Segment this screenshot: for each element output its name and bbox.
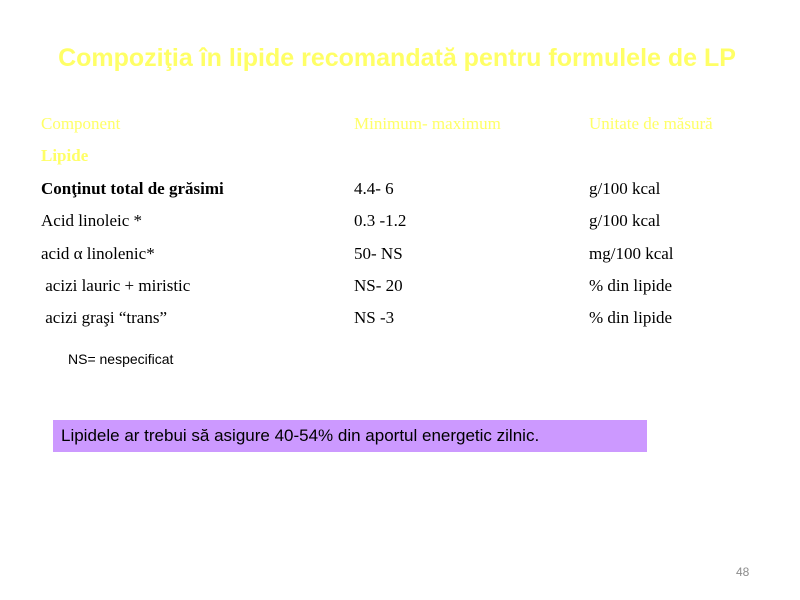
table-row xyxy=(41,270,761,302)
cell-component: Acid linoleic * xyxy=(41,211,143,231)
table-section-row xyxy=(41,140,761,172)
cell-range: 0.3 -1.2 xyxy=(354,211,407,231)
footnote: NS= nespecificat xyxy=(68,351,174,367)
header-component: Component xyxy=(41,114,121,133)
header-unit: Unitate de măsură xyxy=(589,114,713,133)
table-row xyxy=(41,302,761,334)
lipid-table xyxy=(41,108,761,335)
header-range: Minimum- maximum xyxy=(354,114,501,133)
cell-unit: % din lipide xyxy=(589,308,673,328)
slide-title: Compoziţia în lipide recomandată pentru formulele de LP xyxy=(58,44,736,72)
cell-component: Conţinut total de grăsimi xyxy=(41,178,224,198)
cell-unit: g/100 kcal xyxy=(589,211,661,231)
table-row xyxy=(41,173,761,205)
cell-range: 4.4- 6 xyxy=(354,178,394,198)
cell-range: 50- NS xyxy=(354,243,403,263)
highlight-box: Lipidele ar trebui să asigure 40-54% din aportul energetic zilnic. xyxy=(53,420,647,452)
table-row xyxy=(41,205,761,237)
table-header-row xyxy=(41,108,761,140)
cell-unit: g/100 kcal xyxy=(589,178,661,198)
cell-component: acizi lauric + miristic xyxy=(41,275,191,295)
cell-range: NS- 20 xyxy=(354,275,403,295)
table-row xyxy=(41,238,761,270)
cell-component: acid α linolenic* xyxy=(41,243,155,263)
section-label: Lipide xyxy=(41,146,89,166)
cell-unit: mg/100 kcal xyxy=(589,243,674,263)
page-number: 48 xyxy=(736,565,750,579)
cell-unit: % din lipide xyxy=(589,275,673,295)
cell-range: NS -3 xyxy=(354,308,395,328)
cell-component: acizi graşi “trans” xyxy=(41,308,168,328)
